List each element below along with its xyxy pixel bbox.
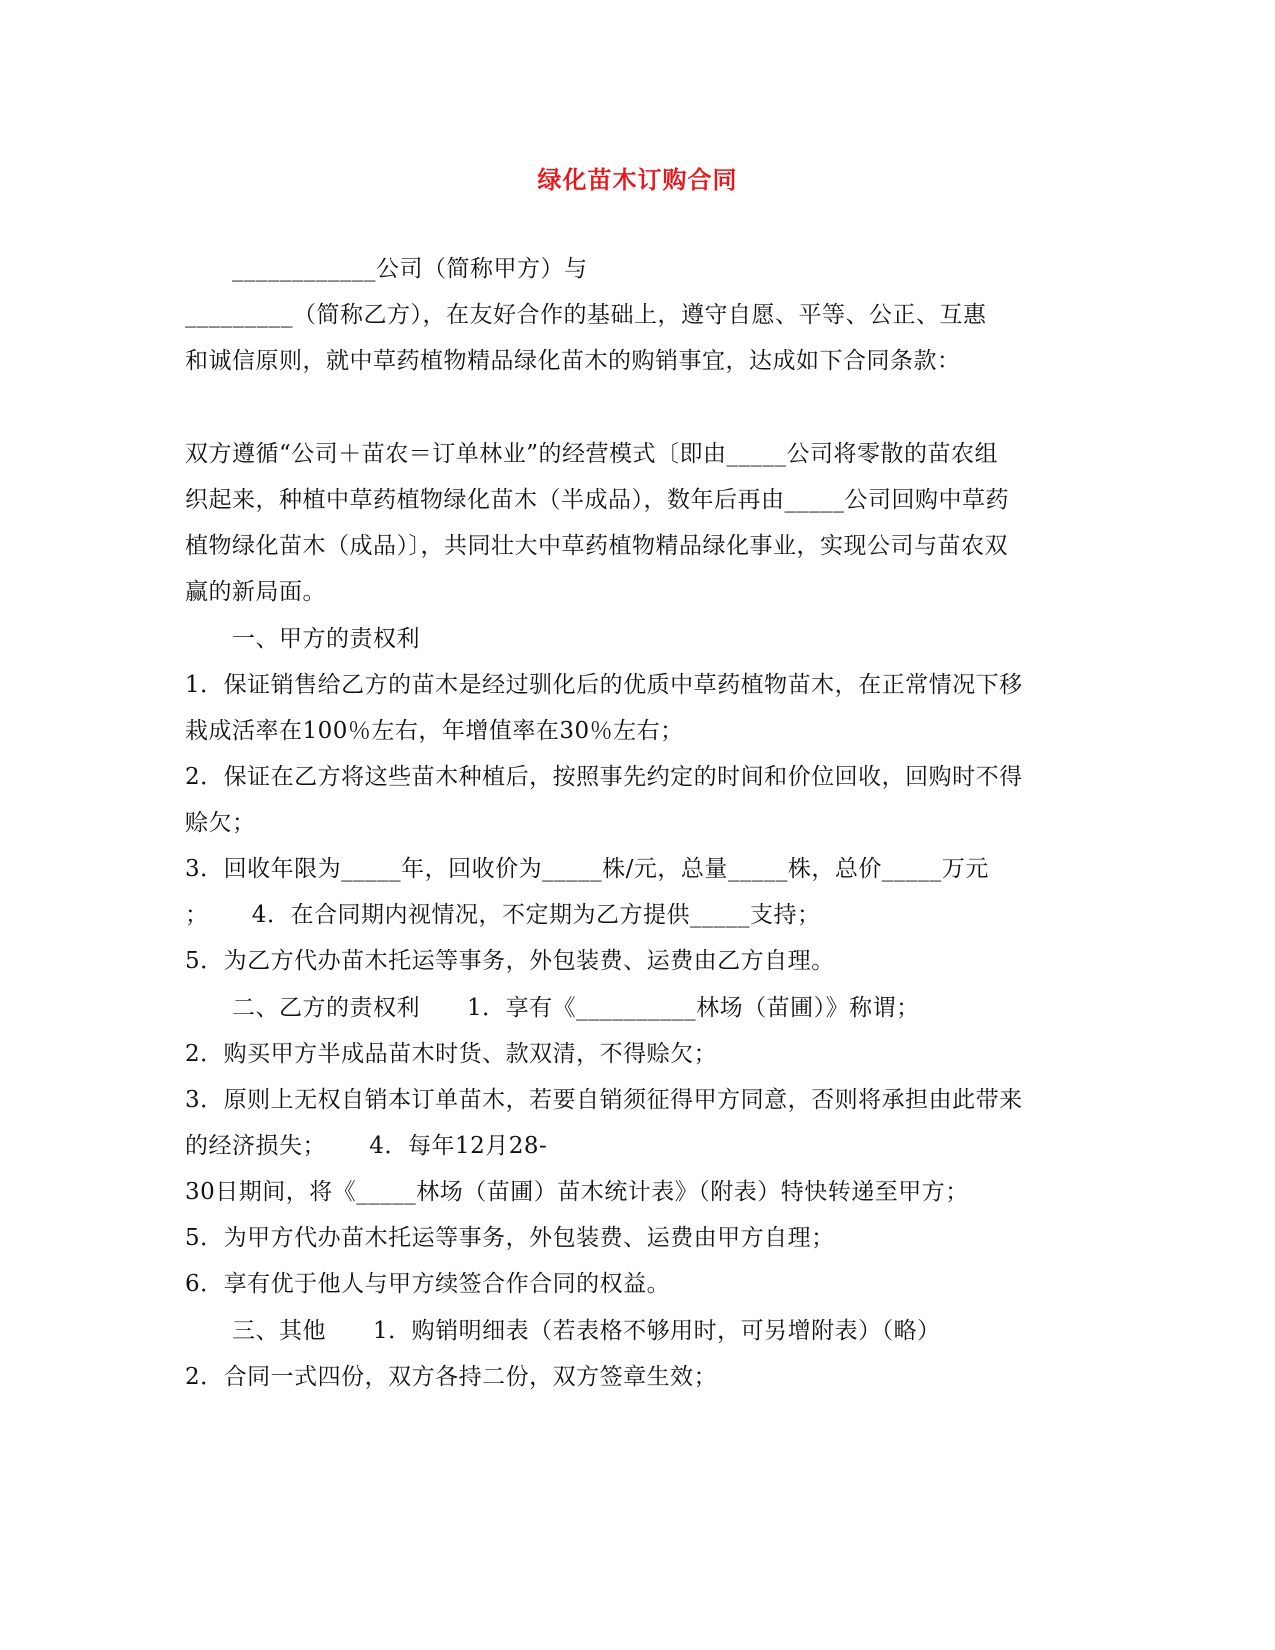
contract-line: 3．原则上无权自销本订单苗木，若要自销须征得甲方同意，否则将承担由此带来 <box>185 1087 1023 1113</box>
contract-line: 1．保证销售给乙方的苗木是经过驯化后的优质中草药植物苗木，在正常情况下移 <box>185 672 1023 698</box>
contract-line: 5．为乙方代办苗木托运等事务，外包装费、运费由乙方自理。 <box>185 948 835 974</box>
contract-line: 织起来，种植中草药植物绿化苗木（半成品），数年后再由_____公司回购中草药 <box>185 487 1009 513</box>
contract-line: 3．回收年限为_____年，回收价为_____株/元，总量_____株，总价_____万元 <box>185 856 989 882</box>
section-heading: 三、其他 1．购销明细表（若表格不够用时，可另增附表）（略） <box>185 1318 941 1344</box>
contract-line: 2．合同一式四份，双方各持二份，双方签章生效； <box>185 1364 718 1390</box>
contract-line: 6．享有优于他人与甲方续签合作合同的权益。 <box>185 1271 671 1297</box>
document-title: 绿化苗木订购合同 <box>537 166 738 194</box>
contract-line: 5．为甲方代办苗木托运等事务，外包装费、运费由甲方自理； <box>185 1225 835 1251</box>
contract-line: 2．购买甲方半成品苗木时货、款双清，不得赊欠； <box>185 1041 718 1067</box>
contract-line: ； 4．在合同期内视情况，不定期为乙方提供_____支持； <box>185 902 821 928</box>
contract-line: 双方遵循“公司＋苗农＝订单林业”的经营模式〔即由_____公司将零散的苗农组 <box>185 441 999 467</box>
section-heading: 二、乙方的责权利 1．享有《__________林场（苗圃）》称谓； <box>185 995 920 1021</box>
section-heading: 一、甲方的责权利 <box>185 626 420 652</box>
contract-line: 赊欠； <box>185 810 256 836</box>
contract-line: 赢的新局面。 <box>185 579 326 605</box>
contract-line: 栽成活率在100％左右，年增值率在30％左右； <box>185 718 684 744</box>
contract-line: 的经济损失； 4．每年12月28- <box>185 1133 548 1159</box>
contract-line: 植物绿化苗木（成品）〕，共同壮大中草药植物精品绿化事业，实现公司与苗农双 <box>185 533 1008 559</box>
contract-line: 和诚信原则，就中草药植物精品绿化苗木的购销事宜，达成如下合同条款： <box>185 348 961 374</box>
contract-line: 2．保证在乙方将这些苗木种植后，按照事先约定的时间和价位回收，回购时不得 <box>185 764 1023 790</box>
contract-line: 30日期间，将《_____林场（苗圃）苗木统计表》（附表）特快转递至甲方； <box>185 1179 969 1205</box>
contract-line: _________（简称乙方），在友好合作的基础上，遵守自愿、平等、公正、互惠 <box>185 302 987 328</box>
contract-line: ____________公司（简称甲方）与 <box>185 256 588 282</box>
